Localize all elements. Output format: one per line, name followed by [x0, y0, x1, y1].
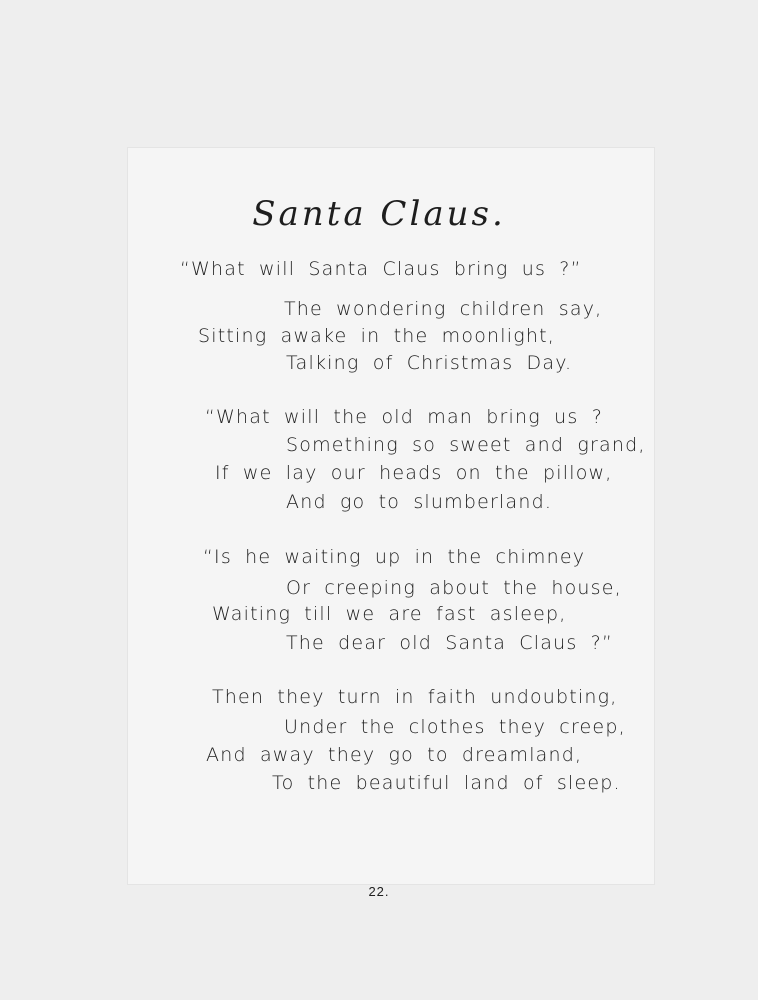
poem-title: Santa Claus. [252, 194, 506, 234]
stanza-3-line-3: Waiting till we are fast asleep, [212, 603, 567, 625]
stanza-1-line-3: Sitting awake in the moonlight, [198, 325, 555, 347]
stanza-2-line-3: If we lay our heads on the pillow, [215, 462, 613, 484]
stanza-3-line-4: The dear old Santa Claus ?” [286, 632, 613, 654]
stanza-4-line-3: And away they go to dreamland, [206, 744, 583, 766]
stanza-2-line-1: “What will the old man bring us ? [205, 406, 603, 428]
stanza-1-line-1: “What will Santa Claus bring us ?” [180, 258, 582, 280]
stanza-1-line-4: Talking of Christmas Day. [286, 352, 573, 374]
stanza-1-line-2: The wondering children say, [284, 298, 603, 320]
page-number: 22. [368, 884, 390, 899]
stanza-3-line-1: “Is he waiting up in the chimney [203, 546, 586, 568]
stanza-3-line-2: Or creeping about the house, [286, 577, 622, 599]
stanza-4-line-4: To the beautiful land of sleep. [272, 772, 621, 794]
stanza-2-line-4: And go to slumberland. [286, 491, 553, 513]
stanza-2-line-2: Something so sweet and grand, [286, 434, 646, 456]
stanza-4-line-2: Under the clothes they creep, [284, 716, 626, 738]
stanza-4-line-1: Then they turn in faith undoubting, [212, 686, 618, 708]
